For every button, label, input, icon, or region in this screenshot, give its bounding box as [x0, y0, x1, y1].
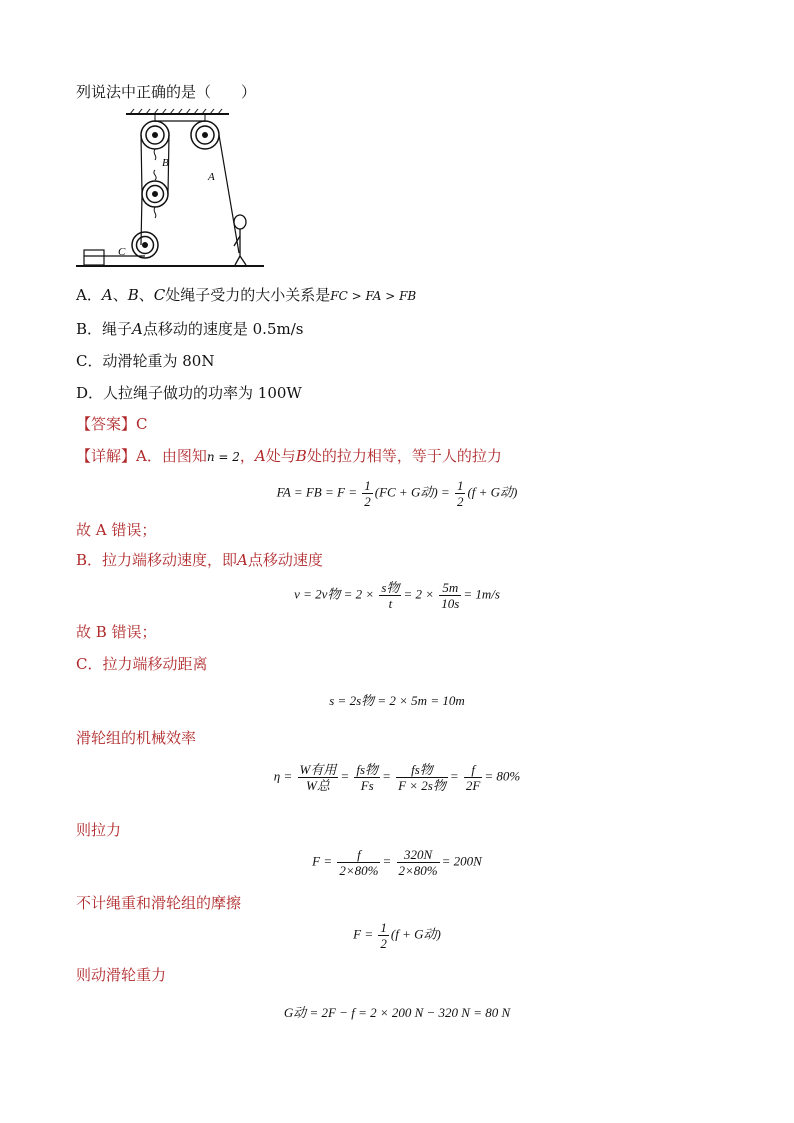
- option-a: A．A、B、C处绳子受力的大小关系是FC > FA > FB: [76, 286, 417, 304]
- analysis-b-conclusion: 故 B 错误；: [76, 623, 157, 641]
- fixed-pulley-left: [141, 114, 169, 149]
- equation-4: η = $\frac{\text{W有用}}{\text{W总}}$ = $\frac{\text{fs物}}{Fs}$ = $\frac{\text{fs物}}{\text{F × 2s物}}$ = $\frac{f}{2F}$ = 80%: [273, 762, 521, 793]
- option-b: B．绳子A点移动的速度是 0.5m/s: [76, 320, 304, 338]
- option-c: C．动滑轮重为 80N: [76, 352, 215, 370]
- answer-line: 【答案】C: [76, 415, 148, 433]
- equation-7: G动 = 2F − f = 2 × 200 N − 320 N = 80 N: [283, 1005, 511, 1020]
- analysis-a-conclusion: 故 A 错误；: [76, 521, 157, 539]
- fixed-pulley-right: [191, 114, 219, 149]
- analysis-a-intro: 【详解】A．由图知n = 2，A处与B处的拉力相等，等于人的拉力: [76, 447, 502, 465]
- analysis-c-intro: C．拉力端移动距离: [76, 655, 208, 673]
- analysis-b-intro: B．拉力端移动速度，即A点移动速度: [76, 551, 323, 569]
- pulley-system-figure: [74, 108, 274, 273]
- person-figure: [234, 215, 246, 265]
- friction-intro: 不计绳重和滑轮组的摩擦: [76, 894, 242, 912]
- force-intro: 则拉力: [76, 821, 122, 839]
- equation-5: F = $\frac{f}{2\times 80\%}$ = $\frac{320N}{2\times 80\%}$ = 200N: [312, 847, 482, 878]
- efficiency-intro: 滑轮组的机械效率: [76, 729, 197, 747]
- label-a: A: [208, 171, 215, 183]
- label-b: B: [162, 157, 169, 169]
- bottom-pulley: [132, 232, 158, 258]
- block: [84, 250, 104, 265]
- weight-intro: 则动滑轮重力: [76, 966, 167, 984]
- equation-1: FA = FB = F = $\frac{1}{2}$ (FC + G动) = $\frac{1}{2}$ (f + G动): [276, 478, 518, 509]
- equation-3: s = 2s物 = 2 × 5m = 10m: [329, 693, 465, 708]
- label-c: C: [118, 246, 126, 258]
- question-stem: 列说法中正确的是（ ）: [76, 83, 257, 101]
- option-d: D．人拉绳子做功的功率为 100W: [76, 384, 302, 402]
- equation-6: F = $\frac{1}{2}$ (f + G动): [353, 920, 441, 951]
- equation-2: v = 2v物 = 2 × $\frac{\text{s物}}{t}$ = 2 × $\frac{5m}{10s}$ = 1m/s: [294, 580, 500, 611]
